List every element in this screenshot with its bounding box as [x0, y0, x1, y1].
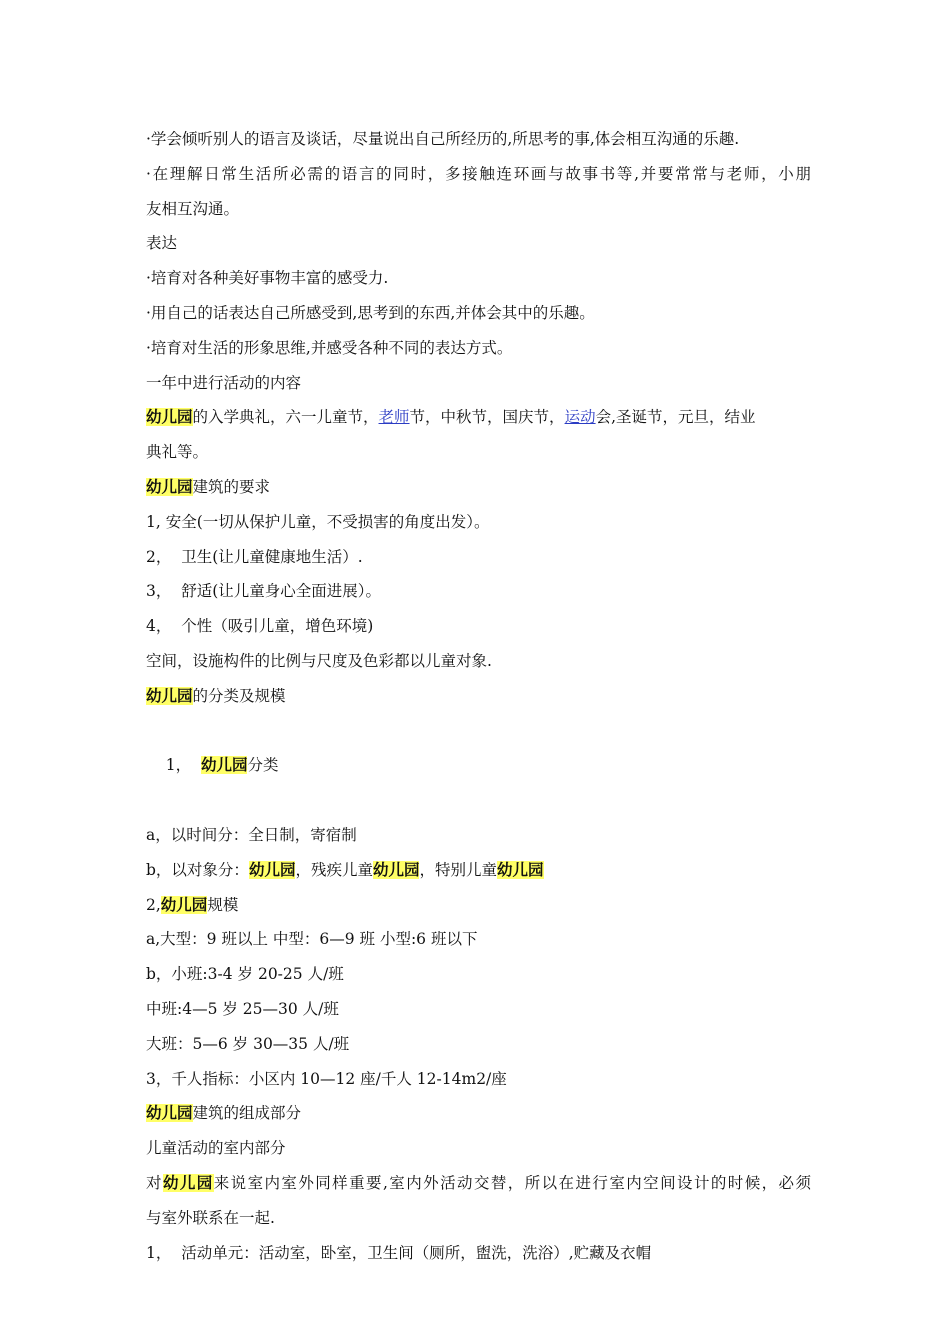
text-line: 典礼等。 [146, 443, 209, 462]
text-line: ·用自己的话表达自己所感受到,思考到的东西,并体会其中的乐趣。 [146, 303, 595, 322]
text-line: b，小班:3-4 岁 20-25 人/班 [146, 965, 344, 984]
section-heading: 表达 [146, 234, 178, 253]
text-line: ·在理解日常生活所必需的语言的同时，多接触连环画与故事书等,并要常常与老师，小朋 [146, 164, 811, 183]
text-run: 对 [146, 1173, 163, 1192]
highlighted-keyword: 幼儿园 [146, 1104, 193, 1123]
section-heading [146, 1096, 811, 1131]
text-run: 会,圣诞节，元旦，结业 [595, 408, 756, 427]
text-run: 建筑的要求 [192, 477, 271, 496]
text-line: 1， 活动单元：活动室，卧室，卫生间（厕所，盥洗，洗浴）,贮藏及衣帽 [146, 1243, 652, 1262]
text-line: a,大型：9 班以上 中型：6—9 班 小型:6 班以下 [146, 930, 478, 949]
text-line: 友相互沟通。 [146, 199, 240, 218]
text-run: 2, [146, 895, 161, 914]
text-run: 节，中秋节，国庆节， [409, 408, 565, 427]
text-line: 空间，设施构件的比例与尺度及色彩都以儿童对象. [146, 651, 492, 670]
text-line: 1, 安全(一切从保护儿童，不受损害的角度出发）。 [146, 512, 490, 531]
text-line: a，以时间分：全日制，寄宿制 [146, 825, 357, 844]
text-line [146, 1166, 811, 1201]
text-line: 4， 个性（吸引儿童，增色环境) [146, 617, 374, 636]
highlighted-keyword: 幼儿园 [160, 895, 208, 914]
highlighted-keyword: 幼儿园 [372, 860, 420, 879]
text-line: 与室外联系在一起. [146, 1208, 275, 1227]
section-heading [146, 470, 811, 505]
highlighted-keyword: 幼儿园 [146, 686, 193, 705]
text-run: 的分类及规模 [192, 686, 286, 705]
text-line: ·学会倾听别人的语言及谈话，尽量说出自己所经历的,所思考的事,体会相互沟通的乐趣. [146, 130, 740, 148]
text-line: ·培育对各种美好事物丰富的感受力. [146, 269, 389, 288]
text-line: 中班:4—5 岁 25—30 人/班 [146, 999, 339, 1018]
text-line: 3，千人指标：小区内 10—12 座/千人 12-14m2/座 [146, 1069, 507, 1088]
highlighted-keyword: 幼儿园 [162, 1173, 214, 1192]
highlighted-keyword: 幼儿园 [200, 756, 248, 775]
text-run: 来说室内室外同样重要,室内外活动交替，所以在进行室内空间设计的时候，必须 [213, 1173, 811, 1192]
section-heading: 一年中进行活动的内容 [146, 373, 302, 392]
highlighted-keyword: 幼儿园 [248, 860, 296, 879]
highlighted-keyword: 幼儿园 [497, 860, 544, 879]
highlighted-keyword: 幼儿园 [146, 408, 193, 427]
text-line [146, 853, 811, 888]
text-run: 建筑的组成部分 [192, 1104, 302, 1123]
text-run: 分类 [247, 756, 279, 775]
text-run: 1， [165, 756, 201, 775]
text-run: ，残疾儿童 [295, 860, 373, 879]
section-heading [146, 679, 811, 714]
text-line: 2， 卫生(让儿童健康地生活）. [146, 547, 363, 566]
text-run: 的入学典礼，六一儿童节， [192, 408, 379, 427]
text-line: ·培育对生活的形象思维,并感受各种不同的表达方式。 [146, 338, 513, 357]
text-run: ，特别儿童 [419, 860, 497, 879]
text-line: 3， 舒适(让儿童身心全面进展）。 [146, 582, 382, 601]
text-line [146, 888, 811, 923]
text-run: 规模 [207, 895, 239, 914]
highlighted-keyword: 幼儿园 [146, 477, 193, 496]
text-line [146, 400, 811, 435]
text-line: 大班：5—6 岁 30—35 人/班 [146, 1034, 350, 1053]
text-run: b，以对象分： [146, 860, 249, 879]
section-heading: 儿童活动的室内部分 [146, 1139, 286, 1158]
sports-link[interactable]: 运动 [564, 408, 596, 427]
text-line [146, 714, 811, 818]
document-page [146, 122, 811, 1270]
teacher-link[interactable]: 老师 [378, 408, 410, 427]
